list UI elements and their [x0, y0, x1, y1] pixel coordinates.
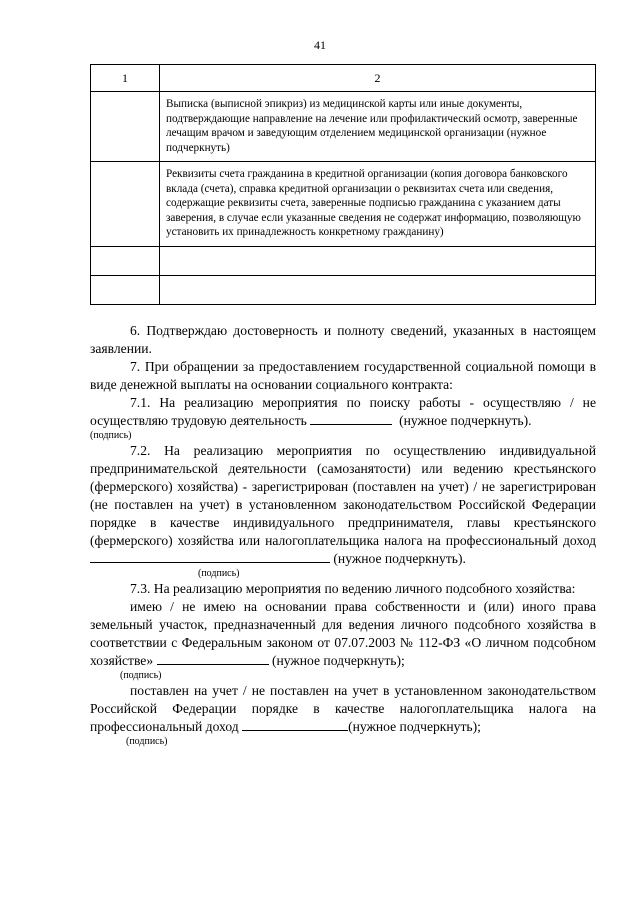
paragraph-7-2-note: (нужное подчеркнуть). [333, 551, 466, 566]
table-row [91, 162, 596, 247]
paragraph-7-3-land-note: (нужное подчеркнуть); [271, 653, 405, 668]
table-cell-empty[interactable] [91, 162, 160, 247]
paragraph-7-1-note: (нужное подчеркнуть). [399, 413, 532, 428]
signature-blank[interactable] [310, 412, 392, 425]
paragraph-7-3-tax [90, 682, 596, 736]
paragraph-7-1-text: 7.1. На реализацию мероприятия по поиску работы - осуществляю / не осуществляю трудовую деятельность [90, 395, 596, 428]
paragraph-7-3-tax-text: поставлен на учет / не поставлен на учет в установленном законодательством Российской Федерации порядке в качестве налогоплательщика налога на профессиональный доход [90, 683, 596, 734]
paragraph-6: 6. Подтверждаю достоверность и полноту сведений, указанных в настоящем заявлении. [90, 323, 596, 356]
table-row-empty [91, 246, 596, 275]
table-header-cell: 1 [91, 65, 160, 92]
page-number: 41 [314, 38, 326, 52]
paragraph-7-3: 7.3. На реализацию мероприятия по ведению личного подсобного хозяйства: [130, 581, 576, 596]
signature-blank[interactable] [242, 718, 348, 731]
table-cell-text: Реквизиты счета гражданина в кредитной организации (копия договора банковского вклада (счета), справка кредитной организации о реквизитах счета или сведения, содержащие реквизиты счета, заверенные подписью гражданина с указанием даты заверения, в случае если указанные сведения не содержат информацию, позволяющую установить их принадлежность конкретному гражданину) [160, 162, 596, 247]
paragraph-7-3-land [90, 598, 596, 670]
table-cell-text: Выписка (выписной эпикриз) из медицинской карты или иные документы, подтверждающие направление на лечение или профилактический осмотр, заверенные лечащим врачом и заведующим отделением медицинской организации (нужное подчеркнуть) [160, 92, 596, 162]
paragraph-7-2-text: 7.2. На реализацию мероприятия по осуществлению индивидуальной предпринимательской деятельности (самозанятости) или ведению крестьянского (фермерского) хозяйства) - зарегистрирован (поставлен на учет) / не зарегистрирован (не поставлен на учет) в установленном законодательством Российской Федерации порядке в качестве индивидуального предпринимателя, главы крестьянского (фермерского) хозяйства или налогоплательщика налога на профессиональный доход [90, 443, 596, 548]
paragraph-7-3-tax-note: (нужное подчеркнуть); [348, 719, 481, 734]
signature-blank[interactable] [90, 550, 330, 563]
paragraph-7-3-land-text: имею / не имею на основании права собственности и (или) иного права земельный участок, предназначенный для ведения личного подсобного хозяйства в соответствии с Федеральным законом от 07.07.2003 № 112-ФЗ «О личном подсобном хозяйстве» [90, 599, 596, 668]
table-cell-empty[interactable] [160, 275, 596, 304]
table-cell-empty[interactable] [91, 275, 160, 304]
paragraph-7: 7. При обращении за предоставлением государственной социальной помощи в виде денежной выплаты на основании социального контракта: [90, 359, 596, 392]
table-header-row [91, 65, 596, 92]
documents-table [90, 64, 596, 305]
table-row-empty [91, 275, 596, 304]
table-cell-empty[interactable] [160, 246, 596, 275]
table-row [91, 92, 596, 162]
paragraph-7-2 [90, 442, 596, 568]
table-cell-empty[interactable] [91, 246, 160, 275]
statement-body [90, 322, 596, 748]
signature-label: (подпись) [90, 430, 132, 441]
table-cell-empty[interactable] [91, 92, 160, 162]
signature-label: (подпись) [126, 736, 168, 747]
table-header-cell: 2 [160, 65, 596, 92]
paragraph-7-1 [90, 394, 596, 430]
signature-label: (подпись) [198, 568, 240, 579]
signature-label: (подпись) [120, 670, 162, 681]
signature-blank[interactable] [157, 652, 269, 665]
